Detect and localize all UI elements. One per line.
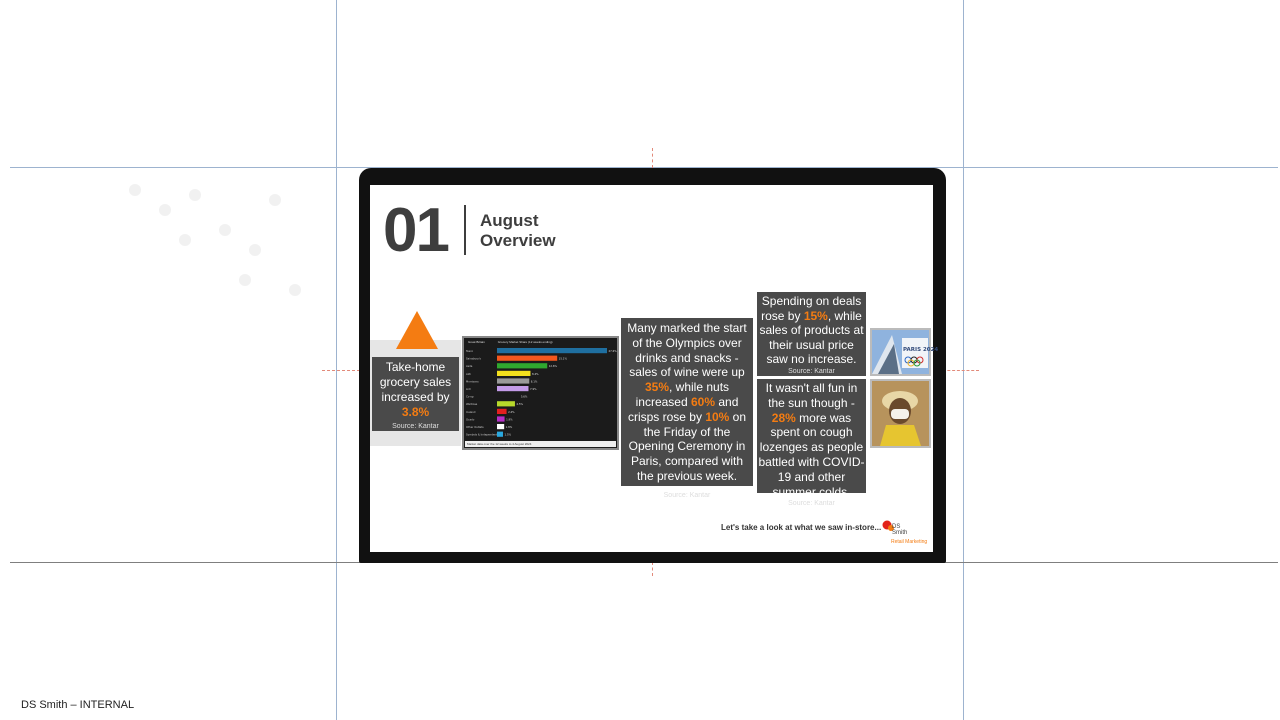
dashed-guide-top	[652, 148, 653, 168]
grocery-source: Source: Kantar	[392, 423, 439, 430]
slide-title	[480, 211, 556, 251]
classification-label: DS Smith – INTERNAL	[21, 699, 135, 711]
faint-background-pattern	[125, 180, 325, 310]
colds-card	[757, 379, 866, 508]
olympics-text-2: , while nuts increased	[635, 380, 730, 409]
chart-category-label: Aldi	[466, 372, 471, 376]
chart-category-label: Lidl	[466, 388, 471, 391]
olympics-highlight-wine: 35%	[644, 380, 669, 395]
chart-value-label: 4.5%	[516, 403, 524, 407]
chart-bar	[497, 386, 528, 391]
chart-bar	[497, 371, 530, 376]
olympics-text-3: and crisps rose by	[627, 394, 739, 424]
chart-value-label: 5.6%	[520, 395, 528, 399]
logo-name-line1: DS	[892, 524, 901, 530]
slide-screen	[370, 185, 939, 552]
colds-source: Source: Kantar	[788, 500, 835, 508]
chart-category-label: Waitrose	[466, 403, 478, 407]
chart-value-label: 7.9%	[529, 388, 537, 391]
chart-bar	[497, 409, 507, 414]
chart-category-label: Sainsbury's	[466, 357, 481, 361]
chart-bar	[497, 378, 529, 383]
guide-line-left	[336, 0, 337, 720]
chart-header-right: Grocery Market Share (12 weeks ending)	[497, 340, 553, 344]
chart-category-label: Co-op	[466, 395, 474, 399]
colds-highlight: 28%	[771, 410, 796, 425]
colds-text-1: It wasn't all fun in the sun though -	[765, 381, 858, 410]
chart-bar	[497, 394, 519, 399]
title-divider	[464, 205, 466, 255]
chart-bar	[497, 401, 515, 406]
grocery-text: Take-home grocery sales increased by	[379, 360, 452, 404]
olympics-highlight-crisps: 10%	[705, 409, 730, 424]
deals-source: Source: Kantar	[788, 367, 835, 375]
guide-line-right	[963, 0, 964, 720]
chart-value-label: 8.4%	[531, 372, 539, 376]
chart-value-label: 1.9%	[506, 418, 513, 422]
chart-category-label: Other Outlets	[466, 426, 484, 429]
chart-value-label: 2.4%	[508, 410, 515, 414]
dashed-guide-bottom	[652, 562, 653, 576]
chart-bar	[497, 348, 607, 353]
chart-bar	[497, 432, 503, 437]
olympics-text-4: on the Friday of the Opening Ceremony in Paris, compared with the previous week.	[628, 409, 747, 483]
chart-bar	[497, 416, 505, 421]
deals-card	[757, 292, 866, 376]
olympics-highlight-nuts: 60%	[690, 394, 716, 409]
slide-title-line2: Overview	[480, 231, 556, 250]
up-arrow-icon	[396, 311, 438, 349]
person-sneezing-photo	[870, 379, 931, 448]
section-number: 01	[383, 196, 448, 265]
person-sneezing-graphic	[872, 381, 929, 446]
olympics-text-1: Many marked the start of the Olympics over drinks and snacks - sales of wine were up	[627, 321, 747, 380]
chart-bar	[497, 424, 504, 429]
chart-value-label: 8.1%	[530, 380, 538, 384]
chart-value-label: 1.5%	[504, 433, 512, 437]
chart-value-label: 27.6%	[608, 350, 617, 353]
deals-highlight: 15%	[803, 308, 828, 323]
olympics-card	[621, 318, 753, 499]
chart-category-label: Asda	[466, 365, 473, 369]
chart-category-label: Symbols & Independent	[466, 433, 498, 437]
chart-category-label: Tesco	[466, 350, 474, 353]
chart-value-label: 15.1%	[558, 357, 567, 361]
chart-category-label: Iceland	[466, 410, 476, 414]
chart-bar	[497, 356, 557, 361]
slide-title-line1: August	[480, 211, 539, 230]
grocery-sales-card	[372, 357, 459, 431]
deals-text-2: , while sales of products at their usual price saw no increase.	[759, 308, 864, 366]
olympics-photo-caption: PARIS 2024	[903, 347, 939, 353]
olympics-photo	[870, 328, 939, 376]
ds-smith-logo	[882, 518, 930, 548]
chart-value-label: 1.8%	[505, 426, 513, 429]
chart-category-label: Morrisons	[466, 380, 479, 384]
deals-text-1: Spending on deals rose by	[761, 294, 862, 323]
logo-subtitle: Retail Marketing	[891, 539, 928, 545]
colds-text-2: more was spent on cough lozenges as people battled with COVID-19 and other summer colds.	[758, 410, 865, 499]
olympics-source: Source: Kantar	[663, 491, 711, 499]
chart-footnote: Market data over the 12 weeks to 4 August 2024	[465, 441, 616, 447]
chart-bar	[497, 363, 547, 368]
market-share-chart	[462, 336, 619, 450]
grocery-highlight: 3.8%	[401, 405, 430, 419]
logo-name-line2: Smith	[892, 530, 908, 536]
chart-category-label: Ocado	[466, 418, 475, 422]
olympics-photo-graphic	[872, 330, 939, 374]
chart-header-left: Great Britain	[468, 340, 485, 344]
market-share-chart-svg	[464, 338, 617, 448]
chart-value-label: 12.6%	[548, 365, 557, 369]
footer-teaser: Let's take a look at what we saw in-store...	[721, 523, 882, 532]
